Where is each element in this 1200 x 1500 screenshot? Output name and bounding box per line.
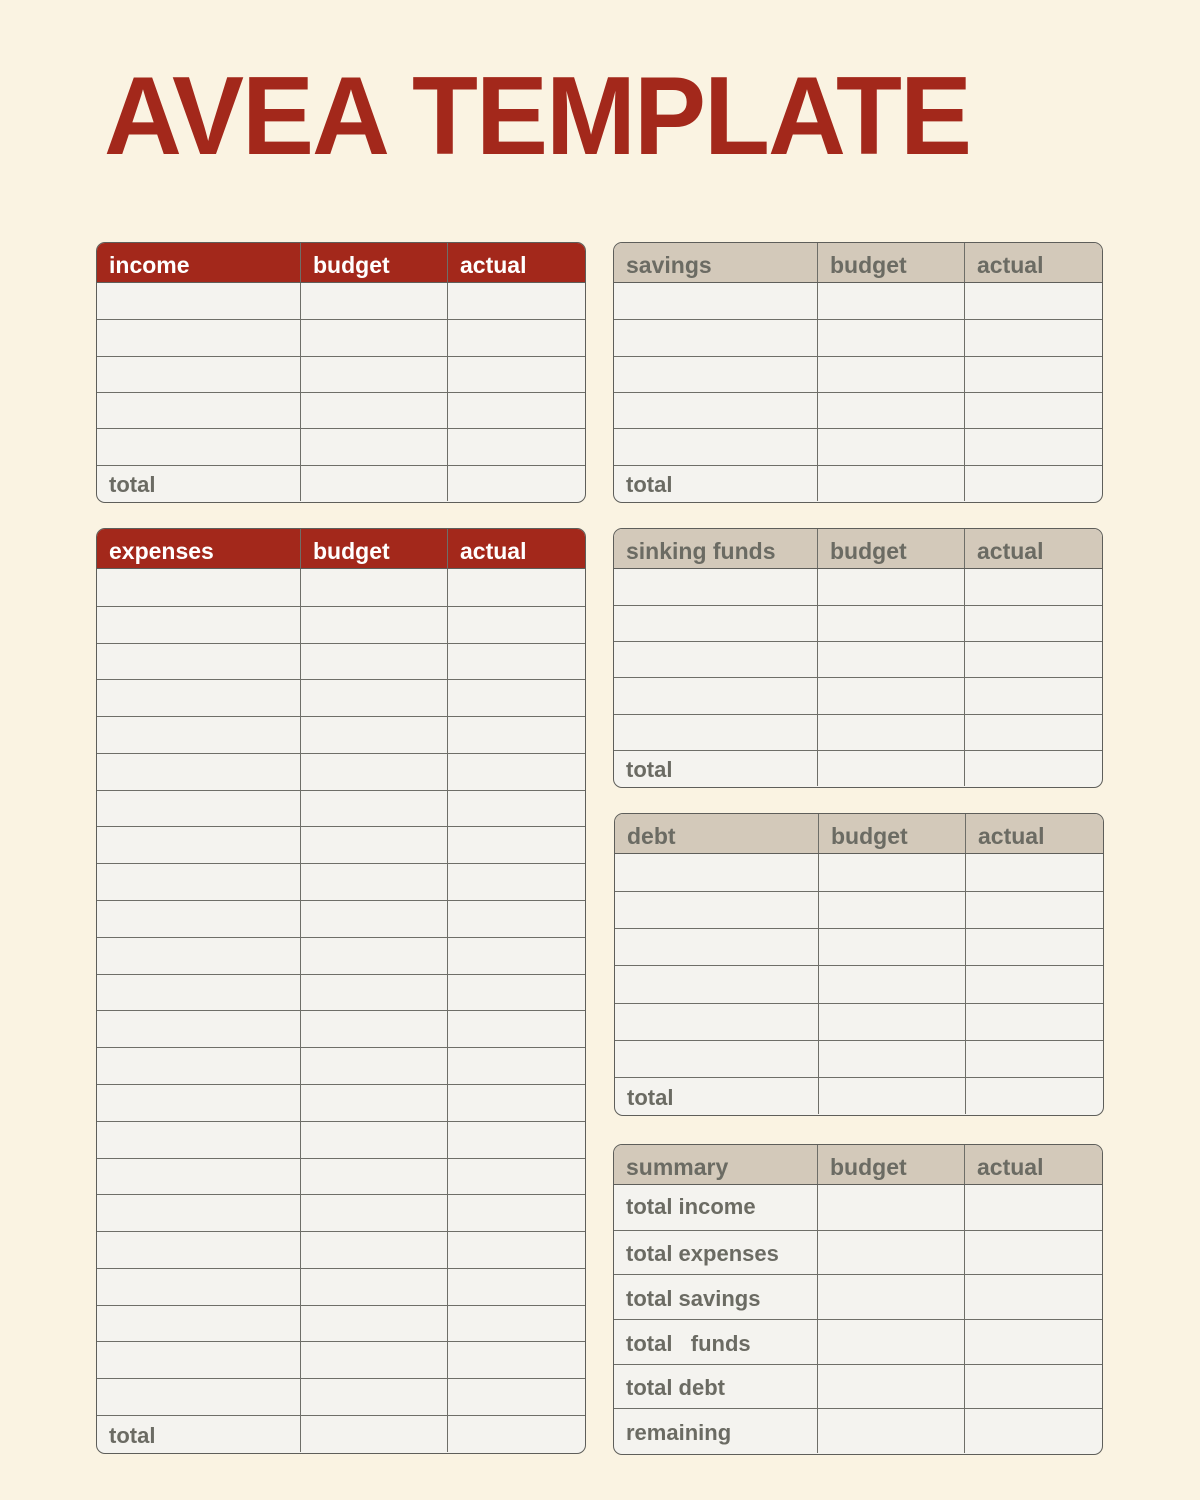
income-row (97, 356, 585, 392)
debt-row (615, 854, 1103, 891)
sinking-row-label: total (626, 757, 673, 783)
expenses-budget-cell[interactable] (300, 1379, 447, 1415)
savings-budget-cell[interactable] (817, 357, 964, 392)
expenses-budget-cell[interactable] (300, 754, 447, 790)
expenses-row (97, 826, 585, 863)
savings-budget-cell[interactable] (817, 283, 964, 319)
sinking-budget-cell[interactable] (817, 642, 964, 677)
expenses-row (97, 1341, 585, 1378)
sinking-actual-cell[interactable] (964, 569, 1102, 605)
expenses-actual-cell[interactable] (447, 717, 585, 753)
expenses-budget-cell[interactable] (300, 1306, 447, 1342)
income-actual-cell[interactable] (447, 283, 585, 319)
sinking-budget-cell[interactable] (817, 606, 964, 641)
savings-row (614, 283, 1102, 319)
savings-row (614, 465, 1102, 501)
expenses-actual-cell[interactable] (447, 901, 585, 937)
expenses-budget-cell[interactable] (300, 717, 447, 753)
sinking-actual-cell[interactable] (964, 751, 1102, 786)
expenses-row (97, 1305, 585, 1342)
expenses-budget-cell[interactable] (300, 644, 447, 680)
expenses-header-actual: actual (447, 529, 585, 568)
sinking-row-label (614, 715, 817, 750)
summary-budget-cell[interactable] (817, 1365, 964, 1409)
debt-budget-cell[interactable] (818, 929, 965, 965)
income-header-actual: actual (447, 243, 585, 282)
savings-budget-cell[interactable] (817, 393, 964, 428)
sinking-row (614, 750, 1102, 786)
expenses-header-row (97, 529, 585, 569)
savings-row-label (614, 357, 817, 392)
expenses-row (97, 1158, 585, 1195)
expenses-table (96, 528, 586, 1454)
sinking-row-label (614, 606, 817, 641)
expenses-budget-cell[interactable] (300, 1342, 447, 1378)
expenses-budget-cell[interactable] (300, 607, 447, 643)
income-actual-cell[interactable] (447, 393, 585, 428)
debt-actual-cell[interactable] (965, 1004, 1103, 1040)
sinking-row (614, 569, 1102, 605)
debt-row (615, 891, 1103, 928)
debt-row-label (615, 854, 818, 891)
expenses-actual-cell[interactable] (447, 1011, 585, 1047)
expenses-row-label (97, 864, 300, 900)
summary-budget-cell[interactable] (817, 1320, 964, 1364)
expenses-budget-cell[interactable] (300, 1048, 447, 1084)
expenses-row-label (97, 975, 300, 1011)
sinking-actual-cell[interactable] (964, 606, 1102, 641)
summary-budget-cell[interactable] (817, 1275, 964, 1319)
summary-row (614, 1364, 1102, 1409)
sinking-row (614, 714, 1102, 750)
expenses-actual-cell[interactable] (447, 754, 585, 790)
savings-actual-cell[interactable] (964, 429, 1102, 464)
expenses-budget-cell[interactable] (300, 827, 447, 863)
debt-budget-cell[interactable] (818, 854, 965, 891)
debt-header-budget: budget (818, 814, 965, 853)
debt-row (615, 1040, 1103, 1077)
income-row-label (97, 320, 300, 355)
expenses-actual-cell[interactable] (447, 1048, 585, 1084)
expenses-row-label (97, 680, 300, 716)
expenses-actual-cell[interactable] (447, 1306, 585, 1342)
summary-budget-cell[interactable] (817, 1231, 964, 1275)
income-actual-cell[interactable] (447, 466, 585, 501)
sinking-budget-cell[interactable] (817, 751, 964, 786)
sinking-header-label: sinking funds (626, 538, 776, 564)
expenses-actual-cell[interactable] (447, 1416, 585, 1452)
savings-actual-cell[interactable] (964, 393, 1102, 428)
expenses-budget-cell[interactable] (300, 569, 447, 606)
debt-budget-cell[interactable] (818, 892, 965, 928)
sinking-actual-cell[interactable] (964, 678, 1102, 713)
expenses-row (97, 643, 585, 680)
expenses-budget-cell[interactable] (300, 975, 447, 1011)
debt-header-label: debt (627, 823, 676, 849)
expenses-actual-cell[interactable] (447, 1159, 585, 1195)
expenses-actual-cell[interactable] (447, 864, 585, 900)
expenses-budget-cell[interactable] (300, 1159, 447, 1195)
summary-actual-cell[interactable] (964, 1275, 1102, 1319)
summary-actual-cell[interactable] (964, 1231, 1102, 1275)
summary-row (614, 1274, 1102, 1319)
sinking-row (614, 605, 1102, 641)
savings-actual-cell[interactable] (964, 357, 1102, 392)
expenses-actual-cell[interactable] (447, 644, 585, 680)
expenses-actual-cell[interactable] (447, 975, 585, 1011)
income-actual-cell[interactable] (447, 429, 585, 464)
expenses-header-budget: budget (300, 529, 447, 568)
debt-actual-cell[interactable] (965, 854, 1103, 891)
debt-budget-cell[interactable] (818, 966, 965, 1002)
expenses-actual-cell[interactable] (447, 938, 585, 974)
sinking-funds-table (613, 528, 1103, 788)
debt-row-label (615, 966, 818, 1002)
expenses-row-label (97, 1342, 300, 1378)
summary-header-row (614, 1145, 1102, 1185)
expenses-row (97, 1047, 585, 1084)
debt-row-label (615, 1041, 818, 1077)
debt-row (615, 1077, 1103, 1114)
savings-header-row (614, 243, 1102, 283)
income-header-budget: budget (300, 243, 447, 282)
debt-header-actual: actual (965, 814, 1103, 853)
income-budget-cell[interactable] (300, 393, 447, 428)
expenses-row (97, 1415, 585, 1452)
income-row-label (97, 283, 300, 319)
summary-header-label: summary (626, 1154, 729, 1180)
savings-actual-cell[interactable] (964, 466, 1102, 501)
summary-row-label: remaining (626, 1420, 732, 1446)
income-row-label: total (109, 472, 156, 498)
sinking-budget-cell[interactable] (817, 569, 964, 605)
summary-row-label: total expenses (626, 1241, 779, 1267)
debt-row-label (615, 892, 818, 928)
savings-row-label (614, 320, 817, 355)
sinking-header-budget: budget (817, 529, 964, 568)
income-row (97, 428, 585, 464)
income-row-label (97, 393, 300, 428)
expenses-budget-cell[interactable] (300, 1416, 447, 1452)
expenses-row (97, 974, 585, 1011)
expenses-row-label (97, 1011, 300, 1047)
expenses-row-label (97, 1122, 300, 1158)
summary-row-label: total income (626, 1194, 756, 1220)
summary-budget-cell[interactable] (817, 1409, 964, 1453)
expenses-budget-cell[interactable] (300, 1232, 447, 1268)
expenses-row-label (97, 1159, 300, 1195)
debt-row-label (615, 1004, 818, 1040)
expenses-row (97, 753, 585, 790)
expenses-budget-cell[interactable] (300, 1269, 447, 1305)
income-row-label (97, 429, 300, 464)
expenses-row-label (97, 717, 300, 753)
savings-header-budget: budget (817, 243, 964, 282)
debt-table (614, 813, 1104, 1116)
expenses-actual-cell[interactable] (447, 791, 585, 827)
expenses-row (97, 679, 585, 716)
income-budget-cell[interactable] (300, 466, 447, 501)
savings-actual-cell[interactable] (964, 283, 1102, 319)
savings-row (614, 428, 1102, 464)
expenses-row-label: total (109, 1422, 156, 1448)
savings-budget-cell[interactable] (817, 320, 964, 355)
expenses-row-label (97, 607, 300, 643)
savings-row (614, 356, 1102, 392)
expenses-actual-cell[interactable] (447, 1232, 585, 1268)
expenses-row (97, 1268, 585, 1305)
expenses-row-label (97, 1306, 300, 1342)
sinking-actual-cell[interactable] (964, 715, 1102, 750)
income-row (97, 319, 585, 355)
expenses-budget-cell[interactable] (300, 864, 447, 900)
expenses-actual-cell[interactable] (447, 680, 585, 716)
income-actual-cell[interactable] (447, 357, 585, 392)
expenses-actual-cell[interactable] (447, 1195, 585, 1231)
expenses-actual-cell[interactable] (447, 1379, 585, 1415)
expenses-row-label (97, 1379, 300, 1415)
expenses-row (97, 1121, 585, 1158)
expenses-actual-cell[interactable] (447, 1342, 585, 1378)
savings-table (613, 242, 1103, 503)
income-budget-cell[interactable] (300, 283, 447, 319)
sinking-header-actual: actual (964, 529, 1102, 568)
expenses-row-label (97, 644, 300, 680)
summary-actual-cell[interactable] (964, 1185, 1102, 1230)
expenses-row-label (97, 1232, 300, 1268)
savings-header-actual: actual (964, 243, 1102, 282)
income-row (97, 392, 585, 428)
sinking-budget-cell[interactable] (817, 715, 964, 750)
summary-row (614, 1230, 1102, 1275)
expenses-actual-cell[interactable] (447, 1122, 585, 1158)
expenses-row (97, 863, 585, 900)
sinking-row-label (614, 678, 817, 713)
income-budget-cell[interactable] (300, 357, 447, 392)
page-title: AVEA TEMPLATE (104, 53, 971, 178)
expenses-actual-cell[interactable] (447, 827, 585, 863)
expenses-budget-cell[interactable] (300, 680, 447, 716)
savings-actual-cell[interactable] (964, 320, 1102, 355)
debt-actual-cell[interactable] (965, 929, 1103, 965)
expenses-row (97, 1378, 585, 1415)
debt-row (615, 1003, 1103, 1040)
sinking-header-row (614, 529, 1102, 569)
expenses-row (97, 937, 585, 974)
summary-actual-cell[interactable] (964, 1320, 1102, 1364)
expenses-row-label (97, 1195, 300, 1231)
sinking-budget-cell[interactable] (817, 678, 964, 713)
expenses-row-label (97, 791, 300, 827)
expenses-row (97, 716, 585, 753)
debt-row-label (615, 929, 818, 965)
income-budget-cell[interactable] (300, 320, 447, 355)
expenses-row (97, 1010, 585, 1047)
sinking-row-label (614, 569, 817, 605)
sinking-row (614, 641, 1102, 677)
summary-row-label: total debt (626, 1375, 725, 1401)
expenses-row (97, 1231, 585, 1268)
savings-row-label (614, 429, 817, 464)
expenses-budget-cell[interactable] (300, 1122, 447, 1158)
expenses-actual-cell[interactable] (447, 1085, 585, 1121)
expenses-row-label (97, 938, 300, 974)
summary-header-budget: budget (817, 1145, 964, 1184)
expenses-row-label (97, 901, 300, 937)
expenses-row-label (97, 827, 300, 863)
expenses-budget-cell[interactable] (300, 1195, 447, 1231)
expenses-budget-cell[interactable] (300, 901, 447, 937)
expenses-row-label (97, 1085, 300, 1121)
summary-actual-cell[interactable] (964, 1365, 1102, 1409)
expenses-actual-cell[interactable] (447, 569, 585, 606)
expenses-actual-cell[interactable] (447, 1269, 585, 1305)
expenses-budget-cell[interactable] (300, 1085, 447, 1121)
savings-row (614, 319, 1102, 355)
savings-budget-cell[interactable] (817, 466, 964, 501)
sinking-actual-cell[interactable] (964, 642, 1102, 677)
income-header-row (97, 243, 585, 283)
expenses-row (97, 606, 585, 643)
income-row-label (97, 357, 300, 392)
expenses-row-label (97, 754, 300, 790)
debt-budget-cell[interactable] (818, 1078, 965, 1114)
expenses-budget-cell[interactable] (300, 791, 447, 827)
sinking-row-label (614, 642, 817, 677)
debt-actual-cell[interactable] (965, 1078, 1103, 1114)
expenses-row (97, 569, 585, 606)
debt-actual-cell[interactable] (965, 1041, 1103, 1077)
summary-row (614, 1319, 1102, 1364)
debt-budget-cell[interactable] (818, 1041, 965, 1077)
income-table (96, 242, 586, 503)
expenses-row-label (97, 1048, 300, 1084)
debt-row-label: total (627, 1084, 674, 1110)
savings-row-label (614, 393, 817, 428)
debt-budget-cell[interactable] (818, 1004, 965, 1040)
debt-actual-cell[interactable] (965, 966, 1103, 1002)
summary-row (614, 1408, 1102, 1453)
debt-header-row (615, 814, 1103, 854)
income-actual-cell[interactable] (447, 320, 585, 355)
summary-row (614, 1185, 1102, 1230)
expenses-budget-cell[interactable] (300, 938, 447, 974)
expenses-row (97, 900, 585, 937)
summary-row-label: total funds (626, 1330, 751, 1356)
expenses-row-label (97, 1269, 300, 1305)
debt-row (615, 965, 1103, 1002)
expenses-row-label (97, 569, 300, 606)
savings-header-label: savings (626, 252, 712, 278)
expenses-row (97, 1084, 585, 1121)
savings-row-label: total (626, 472, 673, 498)
expenses-actual-cell[interactable] (447, 607, 585, 643)
debt-row (615, 928, 1103, 965)
summary-actual-cell[interactable] (964, 1409, 1102, 1453)
expenses-header-label: expenses (109, 538, 214, 564)
savings-row-label (614, 283, 817, 319)
savings-budget-cell[interactable] (817, 429, 964, 464)
expenses-row (97, 1194, 585, 1231)
summary-table (613, 1144, 1103, 1455)
expenses-row (97, 790, 585, 827)
income-header-label: income (109, 252, 190, 278)
income-row (97, 283, 585, 319)
summary-header-actual: actual (964, 1145, 1102, 1184)
income-row (97, 465, 585, 501)
debt-actual-cell[interactable] (965, 892, 1103, 928)
summary-budget-cell[interactable] (817, 1185, 964, 1230)
summary-row-label: total savings (626, 1286, 761, 1312)
savings-row (614, 392, 1102, 428)
expenses-budget-cell[interactable] (300, 1011, 447, 1047)
income-budget-cell[interactable] (300, 429, 447, 464)
sinking-row (614, 677, 1102, 713)
